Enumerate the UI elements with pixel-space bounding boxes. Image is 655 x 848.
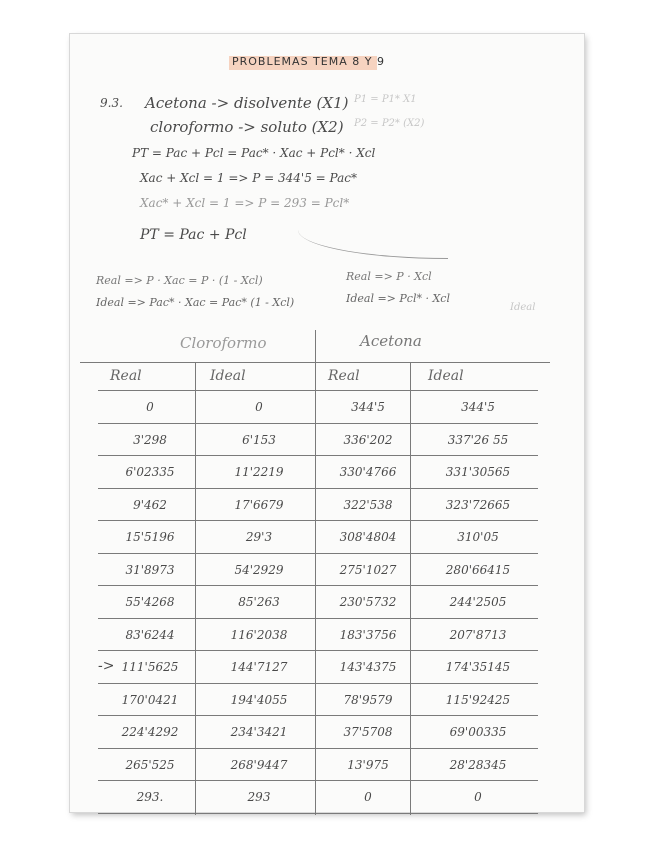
faint-note-1: P1 = P1* X1 [354, 94, 417, 105]
table-cell: 78'9579 [343, 692, 393, 707]
table-cell: 230'5732 [339, 595, 397, 609]
page-title: PROBLEMAS TEMA 8 Y 9 [232, 55, 385, 68]
table-row-rule [98, 520, 538, 521]
table-cell: 336'202 [343, 432, 393, 447]
table-cell: 224'4292 [121, 725, 179, 739]
table-cell: 268'9447 [230, 757, 288, 772]
table-cell: 322'538 [343, 497, 393, 512]
table-cell: 183'3756 [339, 627, 397, 642]
table-cell: 0 [364, 790, 372, 804]
equation-acetona-pure: Xac + Xcl = 1 => P = 344'5 = Pac* [140, 171, 357, 185]
table-cell: 308'4804 [339, 530, 397, 544]
table-row-rule [98, 780, 538, 781]
table-cell: 331'30565 [445, 465, 511, 479]
column-header: Real [110, 368, 142, 384]
table-column-rule [410, 362, 411, 815]
table-row-rule [98, 390, 538, 391]
table-cell: 11'2219 [234, 465, 284, 479]
group-header-acetona: Acetona [360, 332, 422, 350]
table-cell: 29'3 [245, 530, 273, 544]
table-cell: 3'298 [133, 432, 167, 447]
equation-cloroformo-pure: Xac* + Xcl = 1 => P = 293 = Pcl* [140, 196, 350, 210]
table-row-rule [98, 423, 538, 424]
table-row-rule [98, 650, 538, 651]
table-cell: 28'28345 [449, 757, 507, 772]
table-row-rule [98, 455, 538, 456]
table-cell: 85'263 [238, 595, 280, 609]
table-row-rule [98, 585, 538, 586]
scribble-line [298, 230, 448, 259]
table-cell: 0 [255, 400, 263, 414]
column-header: Ideal [210, 368, 246, 384]
formula-ideal-cloroformo: Ideal => Pcl* · Xcl [346, 292, 450, 305]
table-cell: 330'4766 [339, 465, 397, 479]
table-row-rule [98, 748, 538, 749]
table-cell: 13'975 [347, 757, 389, 772]
table-cell: 310'05 [457, 530, 499, 544]
column-header: Ideal [428, 368, 464, 384]
table-cell: 115'92425 [445, 692, 511, 707]
table-row-rule [98, 715, 538, 716]
table-cell: 15'5196 [125, 530, 175, 544]
faint-note-3: Ideal [510, 302, 536, 313]
table-cell: 54'2929 [234, 562, 284, 577]
problem-number: 9.3. [100, 96, 123, 110]
table-cell: 244'2505 [449, 595, 507, 609]
table-cell: 234'3421 [230, 725, 288, 739]
table-cell: 116'2038 [230, 627, 288, 642]
table-column-rule [195, 362, 196, 815]
table-cell: 9'462 [133, 497, 167, 512]
table-cell: 6'153 [242, 432, 276, 447]
column-header: Real [328, 368, 360, 384]
table-cell: 17'6679 [234, 497, 284, 512]
faint-note-2: P2 = P2* (X2) [354, 118, 425, 129]
line-acetona: Acetona -> disolvente (X1) [145, 94, 349, 112]
table-row-rule [98, 618, 538, 619]
table-cell: 275'1027 [339, 562, 397, 577]
table-cell: 143'4375 [339, 660, 397, 674]
formula-ideal-acetona: Ideal => Pac* · Xac = Pac* (1 - Xcl) [96, 296, 295, 309]
equation-total-pressure: PT = Pac + Pcl = Pac* · Xac + Pcl* · Xcl [132, 146, 376, 160]
table-bottom-rule [98, 813, 538, 814]
table-cell: 69'00335 [449, 725, 507, 739]
table-cell: 344'5 [461, 400, 495, 414]
table-cell: 323'72665 [445, 497, 511, 512]
table-row-rule [98, 553, 538, 554]
table-cell: 83'6244 [125, 627, 175, 642]
table-cell: 6'02335 [125, 465, 175, 479]
table-cell: 344'5 [351, 400, 385, 414]
formula-real-cloroformo: Real => P · Xcl [346, 270, 432, 283]
table-cell: 337'26 55 [447, 432, 509, 447]
table-row-rule [98, 683, 538, 684]
notebook-page [70, 34, 584, 812]
equation-sum: PT = Pac + Pcl [140, 227, 247, 243]
table-cell: 265'525 [125, 757, 175, 772]
table-cell: 31'8973 [125, 562, 175, 577]
table-cell: 144'7127 [230, 660, 288, 674]
table-row-rule [98, 488, 538, 489]
table-cell: 293. [136, 790, 164, 804]
table-cell: 280'66415 [445, 562, 511, 577]
table-cell: 0 [474, 790, 482, 804]
table-cell: 170'0421 [121, 692, 179, 707]
table-cell: 37'5708 [343, 725, 393, 739]
table-cell: 207'8713 [449, 627, 507, 642]
table-cell: 174'35145 [445, 660, 511, 674]
table-cell: 194'4055 [230, 692, 288, 707]
line-cloroformo: cloroformo -> soluto (X2) [150, 118, 344, 136]
table-cell: 293 [247, 790, 271, 804]
group-header-cloroformo: Cloroformo [180, 334, 267, 352]
table-column-rule [315, 330, 316, 815]
table-cell: 111'5625 [121, 660, 179, 674]
table-cell: 0 [146, 400, 154, 414]
formula-real-acetona: Real => P · Xac = P · (1 - Xcl) [96, 274, 263, 287]
table-cell: 55'4268 [125, 595, 175, 609]
highlight-arrow: -> [98, 658, 115, 674]
